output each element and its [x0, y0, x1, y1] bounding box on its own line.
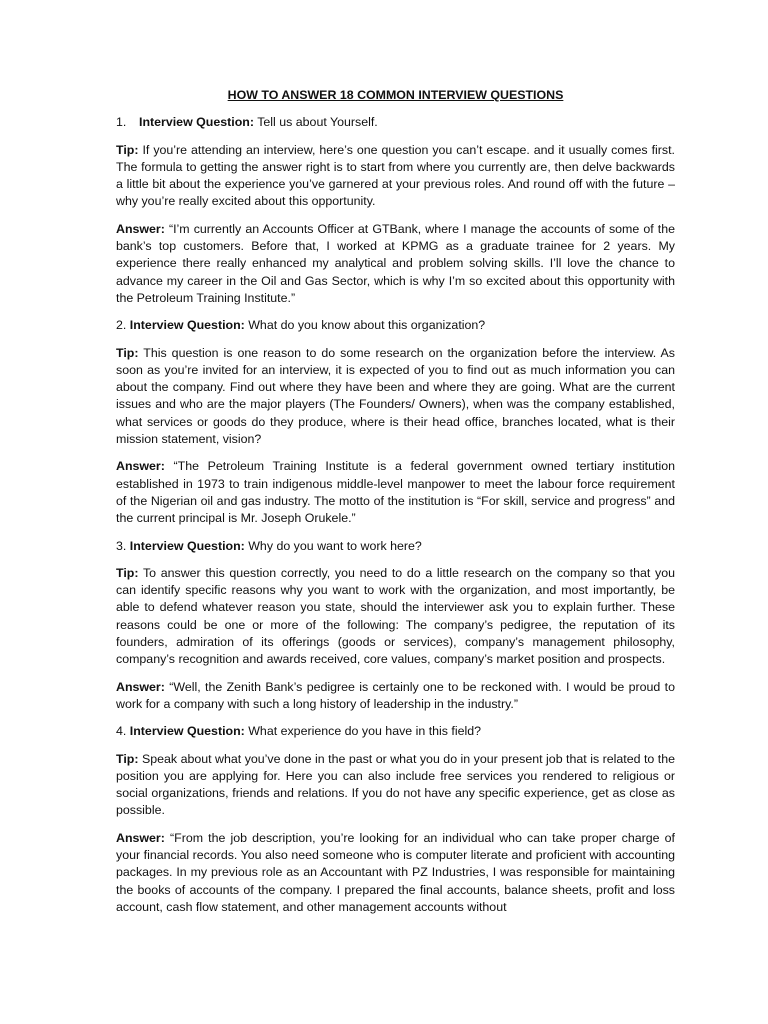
- tip-paragraph: [116, 565, 675, 669]
- question-heading: [116, 723, 675, 740]
- question-number: 2.: [116, 318, 127, 333]
- answer-label: Answer:: [116, 221, 165, 236]
- tip-label: Tip:: [116, 751, 139, 766]
- question-label: Interview Question:: [129, 538, 245, 553]
- answer-paragraph: [116, 458, 675, 527]
- answer-paragraph: [116, 830, 675, 916]
- answer-label: Answer:: [116, 459, 165, 474]
- tip-paragraph: [116, 142, 675, 211]
- question-number: 1.: [116, 115, 127, 130]
- question-text: Tell us about Yourself.: [257, 115, 378, 130]
- question-heading: [116, 317, 675, 334]
- question-label: Interview Question:: [139, 115, 254, 130]
- tip-text: If you’re attending an interview, here’s one question you can’t escape. and it usually comes first. The formula to getting the answer right is to start from where you currently are, then delve backwards a little bit about the experience you’ve garnered at your previous roles. And round off with the future – why you’re really excited about this opportunity.: [116, 142, 675, 209]
- tip-paragraph: [116, 751, 675, 820]
- question-label: Interview Question:: [129, 318, 245, 333]
- tip-label: Tip:: [116, 142, 139, 157]
- tip-paragraph: [116, 345, 675, 449]
- tip-label: Tip:: [116, 345, 139, 360]
- tip-text: Speak about what you’ve done in the past or what you do in your present job that is related to the position you are applying for. Here you can also include free services you rendered to religious or social organizations, friends and relations. If you do not have any specific experience, get as close as possible.: [116, 751, 676, 818]
- question-text: What do you know about this organization?: [248, 318, 486, 333]
- answer-paragraph: [116, 221, 675, 307]
- answer-text: “From the job description, you’re looking for an individual who can take proper charge of your financial records. You also need someone who is computer literate and proficient with accounting packages. In my previous role as an Accountant with PZ Industries, I was responsible for maintaining the books of accounts of the company. I prepared the final accounts, balance sheets, profit and loss account, cash flow statement, and other management accounts without: [116, 830, 675, 914]
- question-heading: [116, 538, 675, 555]
- page-title: HOW TO ANSWER 18 COMMON INTERVIEW QUESTIONS: [227, 88, 564, 102]
- question-heading: [116, 114, 675, 131]
- document-page: [116, 87, 675, 926]
- question-label: Interview Question:: [129, 724, 245, 739]
- answer-label: Answer:: [116, 679, 165, 694]
- question-number: 3.: [116, 538, 127, 553]
- answer-label: Answer:: [116, 830, 165, 845]
- tip-text: To answer this question correctly, you need to do a little research on the company so that you can identify specific reasons why you want to work with the organization, and most importantly, be able to defend whatever reason you state, should the interviewer ask you to explain further. These reasons could be one or more of the following: The company’s pedigree, the reputation of its founders, admiration of its offerings (goods or services), company’s management philosophy, company’s recognition and awards received, core values, company’s market position and prospects.: [116, 565, 675, 667]
- tip-label: Tip:: [116, 565, 139, 580]
- answer-text: “I’m currently an Accounts Officer at GTBank, where I manage the accounts of some of the bank’s top customers. Before that, I worked at KPMG as a graduate trainee for 2 years. My experience there really enhanced my analytical and problem solving skills. I’ll love the chance to advance my career in the Oil and Gas Sector, which is why I’m so excited about this opportunity with the Petroleum Training Institute.”: [116, 221, 675, 305]
- tip-text: This question is one reason to do some research on the organization before the interview. As soon as you’re invited for an interview, it is expected of you to find out as much information you can about the company. Find out where they have been and where they are going. What are the current issues and who are the major players (The Founders/ Owners), when was the company established, what services or goods do they produce, where is their head office, branches located, what is their mission statement, vision?: [116, 345, 675, 447]
- question-text: Why do you want to work here?: [248, 538, 422, 553]
- question-text: What experience do you have in this field?: [248, 724, 482, 739]
- answer-text: “The Petroleum Training Institute is a federal government owned tertiary institution established in 1973 to train indigenous middle-level manpower to meet the labour force requirement of the Nigerian oil and gas industry. The motto of the institution is “For skill, service and progress” and the current principal is Mr. Joseph Orukele.”: [116, 459, 675, 526]
- answer-text: “Well, the Zenith Bank’s pedigree is certainly one to be reckoned with. I would be proud to work for a company with such a long history of leadership in the industry.”: [116, 679, 675, 711]
- answer-paragraph: [116, 679, 675, 714]
- question-number: 4.: [116, 724, 127, 739]
